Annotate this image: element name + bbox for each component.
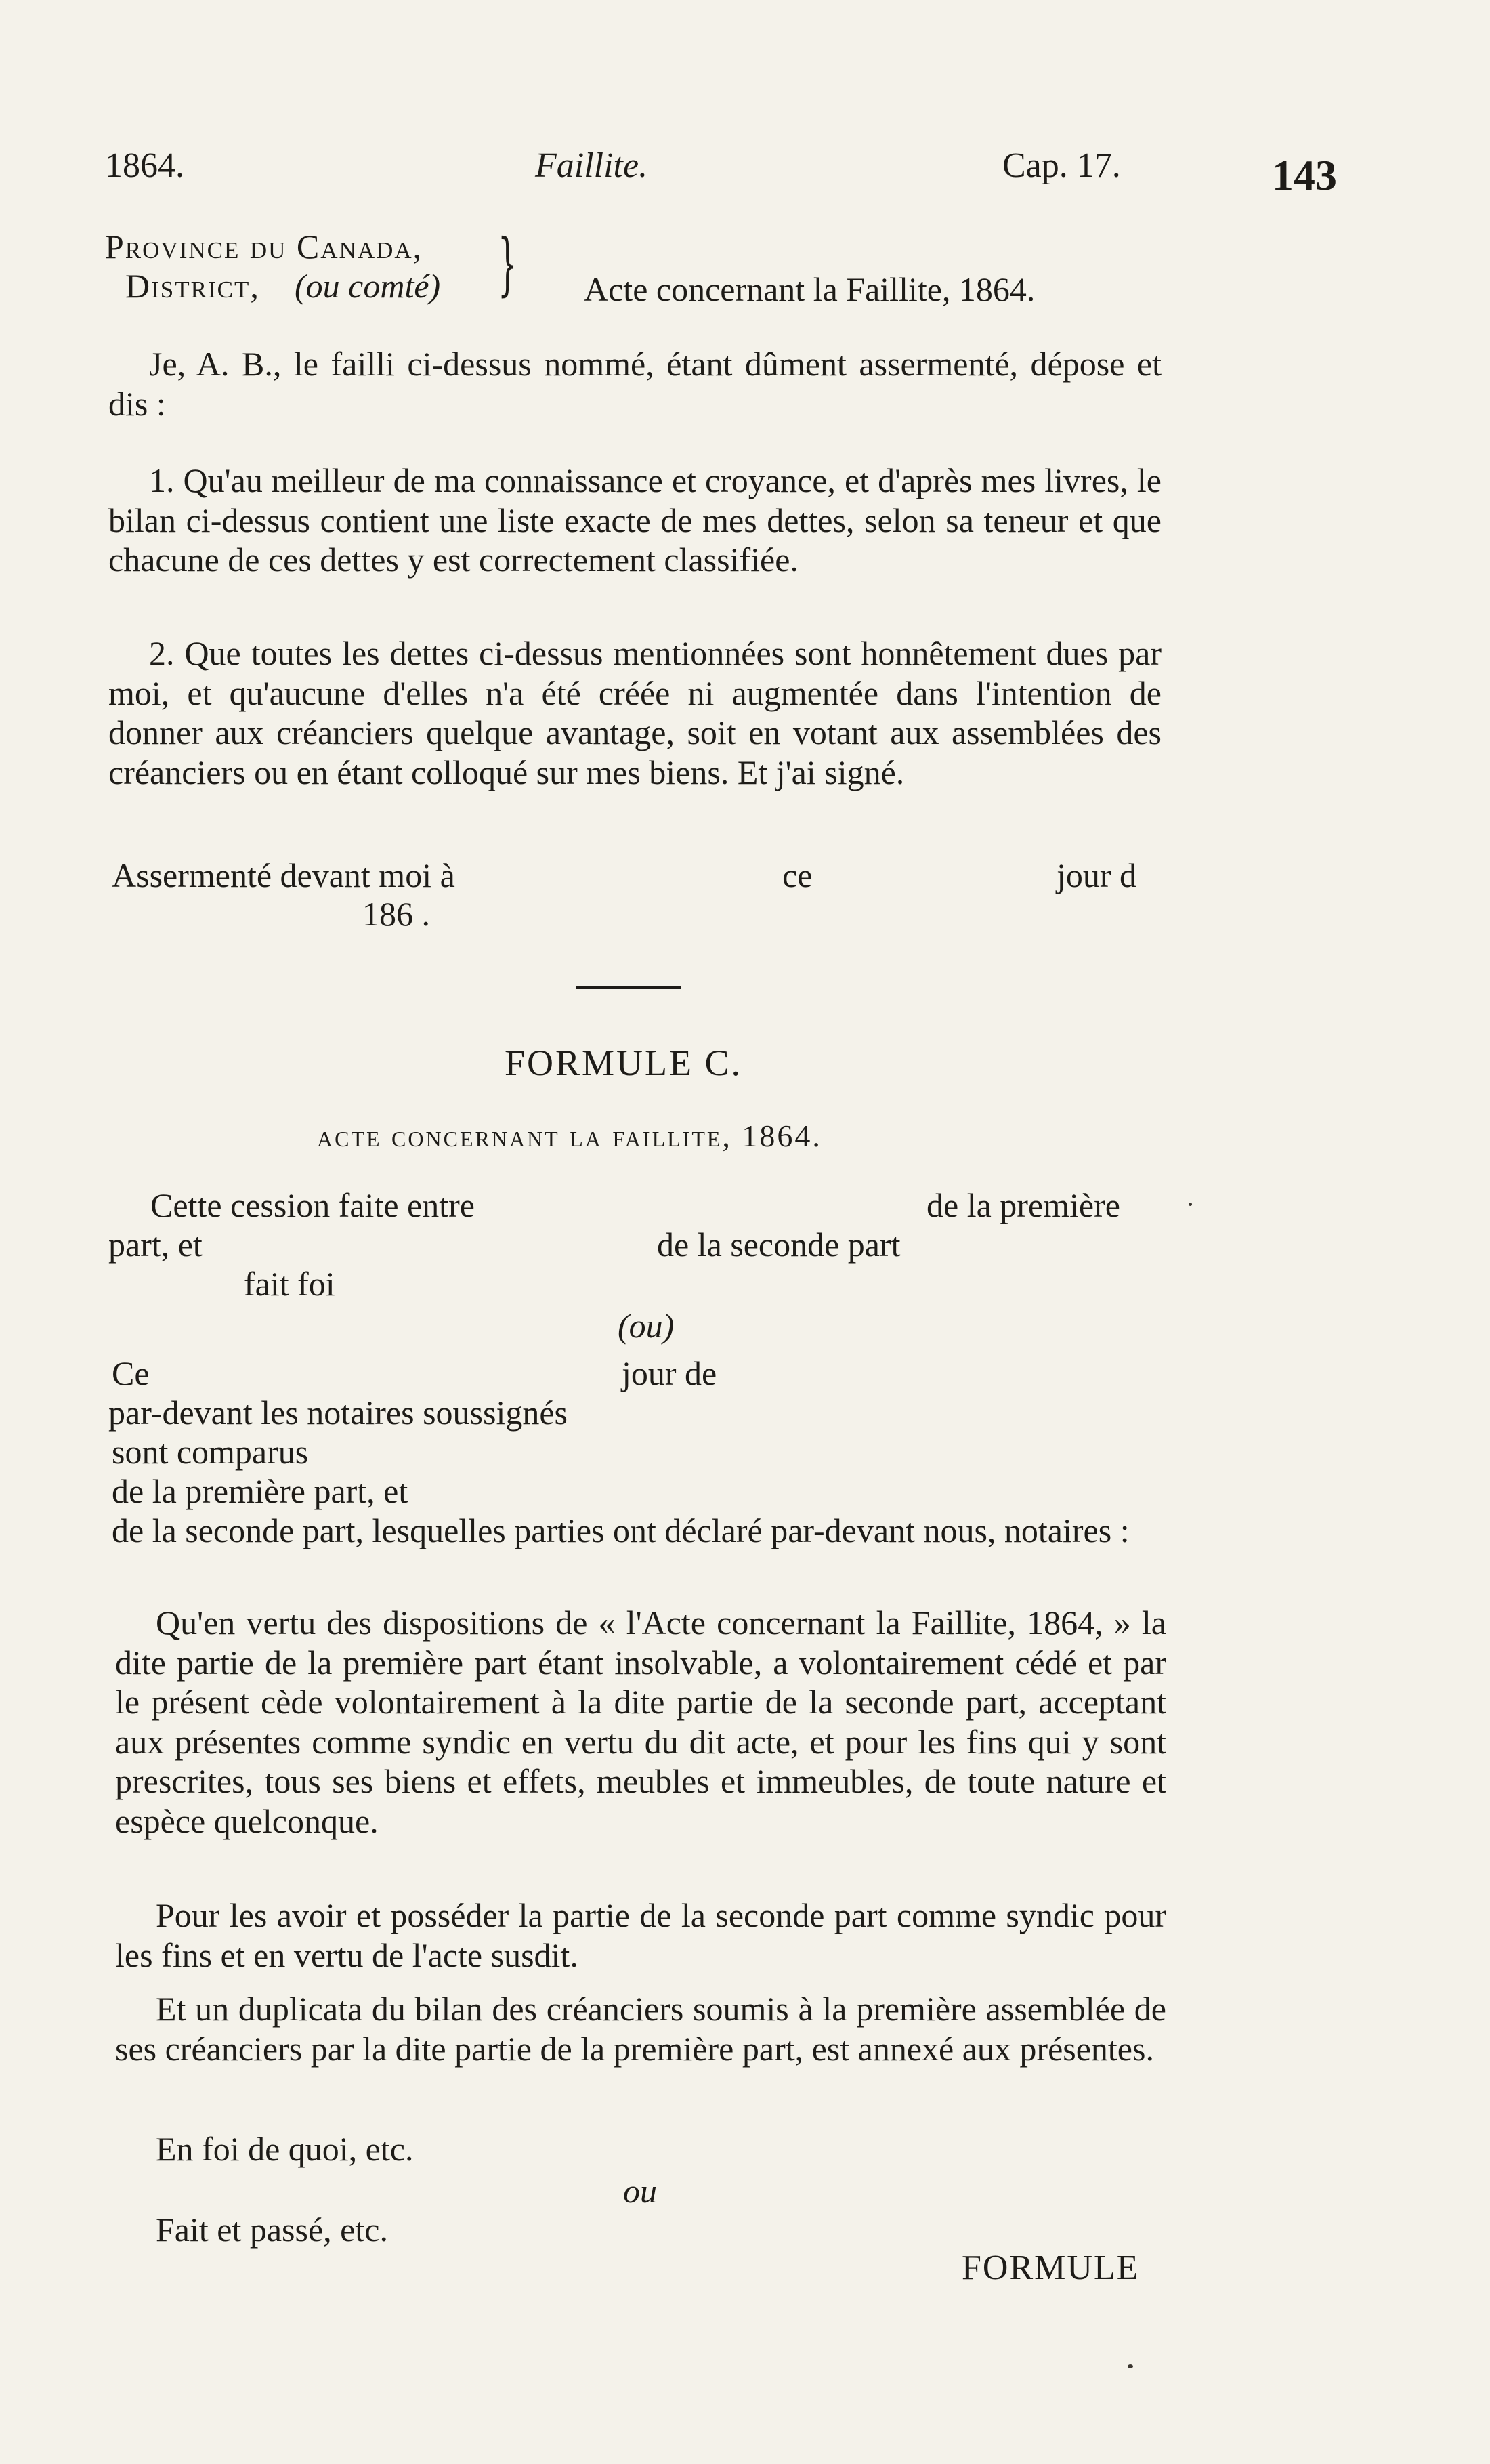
clause-1-text: 1. Qu'au meilleur de ma connaissance et croyance, et d'après mes livres, le bilan ci-dessus contient une liste exacte de mes dettes, selon sa teneur et que chacune de ces dettes y est correctement classifiée. (108, 461, 1162, 579)
brace-icon: } (498, 224, 517, 304)
cession-paragraph-2 (115, 1896, 1166, 1975)
county-note: (ou comté) (295, 267, 441, 305)
ou-separator: (ou) (618, 1307, 675, 1345)
affidavit-intro (108, 344, 1162, 423)
sworn-ce: ce (782, 856, 813, 894)
cession-paragraph-2-text: Pour les avoir et posséder la partie de la seconde part comme syndic pour les fins et en vertu de l'acte susdit. (115, 1896, 1166, 1974)
clause-1 (108, 461, 1162, 580)
section-divider (576, 986, 681, 989)
page-number: 143 (1272, 151, 1337, 199)
clause-2 (108, 633, 1162, 792)
fait-passe-line: Fait et passé, etc. (156, 2211, 388, 2249)
en-foi-line: En foi de quoi, etc. (156, 2130, 414, 2168)
cession-paragraph-1 (115, 1603, 1166, 1841)
scan-speck (1128, 2364, 1133, 2368)
header-year: 1864. (105, 146, 184, 185)
formule-c-subheading: acte concernant la faillite, 1864. (317, 1119, 822, 1153)
clause-2-text: 2. Que toutes les dettes ci-dessus mentionnées sont honnêtement dues par moi, et qu'aucune d'elles n'a été créée ni augmentée dans l'intention de donner aux créanciers quelque avantage, soit en votant aux assemblées des créanciers ou en étant colloqué sur mes biens. Et j'ai signé. (108, 634, 1162, 791)
formule-c-heading: FORMULE C. (505, 1043, 743, 1083)
header-title: Faillite. (535, 146, 648, 185)
cession-line-3: fait foi (244, 1265, 335, 1303)
cession-line-1a: Cette cession faite entre (150, 1186, 475, 1224)
sworn-jour: jour d (1057, 856, 1137, 894)
notarial-line-9 (112, 1511, 1165, 1551)
sworn-before: Assermenté devant moi à (112, 856, 455, 894)
act-title: Acte concernant la Faillite, 1864. (584, 270, 1036, 308)
notarial-line-6: par-devant les notaires soussignés (108, 1394, 568, 1432)
sworn-year: 186 . (362, 895, 430, 933)
notarial-line-8: de la première part, et (112, 1472, 408, 1510)
district-word: District, (125, 267, 260, 305)
notarial-line-7: sont comparus (112, 1433, 309, 1471)
cession-line-2a: part, et (108, 1226, 203, 1264)
header-chapter: Cap. 17. (1002, 146, 1121, 185)
province-line: Province du Canada, (105, 228, 423, 266)
affidavit-intro-text: Je, A. B., le failli ci-dessus nommé, étant dûment assermenté, dépose et dis : (108, 345, 1162, 423)
catchword: FORMULE (962, 2249, 1140, 2287)
cession-paragraph-1-text: Qu'en vertu des dispositions de « l'Acte concernant la Faillite, 1864, » la dite partie de la première part étant insolvable, a volontairement cédé et par le présent cède volontairement à la dite partie de la seconde part, acceptant aux présentes comme syndic en vertu du dit acte, et pour les fins qui y sont prescrites, tous ses biens et effets, meubles et immeubles, de toute nature et espèce quelconque. (115, 1604, 1166, 1840)
notarial-line-5a: Ce (112, 1354, 150, 1392)
cession-line-1b: de la première (927, 1186, 1120, 1224)
scan-speck (1189, 1203, 1192, 1206)
ou-separator-2: ou (623, 2172, 657, 2210)
cession-paragraph-3 (115, 1989, 1166, 2068)
notarial-line-9-text: de la seconde part, lesquelles parties ont déclaré par-devant nous, notaires : (112, 1511, 1130, 1549)
cession-line-2b: de la seconde part (657, 1226, 901, 1264)
cession-paragraph-3-text: Et un duplicata du bilan des créanciers soumis à la première assemblée de ses créanciers par la dite partie de la première part, est annexé aux présentes. (115, 1990, 1166, 2068)
notarial-line-5b: jour de (622, 1354, 717, 1392)
